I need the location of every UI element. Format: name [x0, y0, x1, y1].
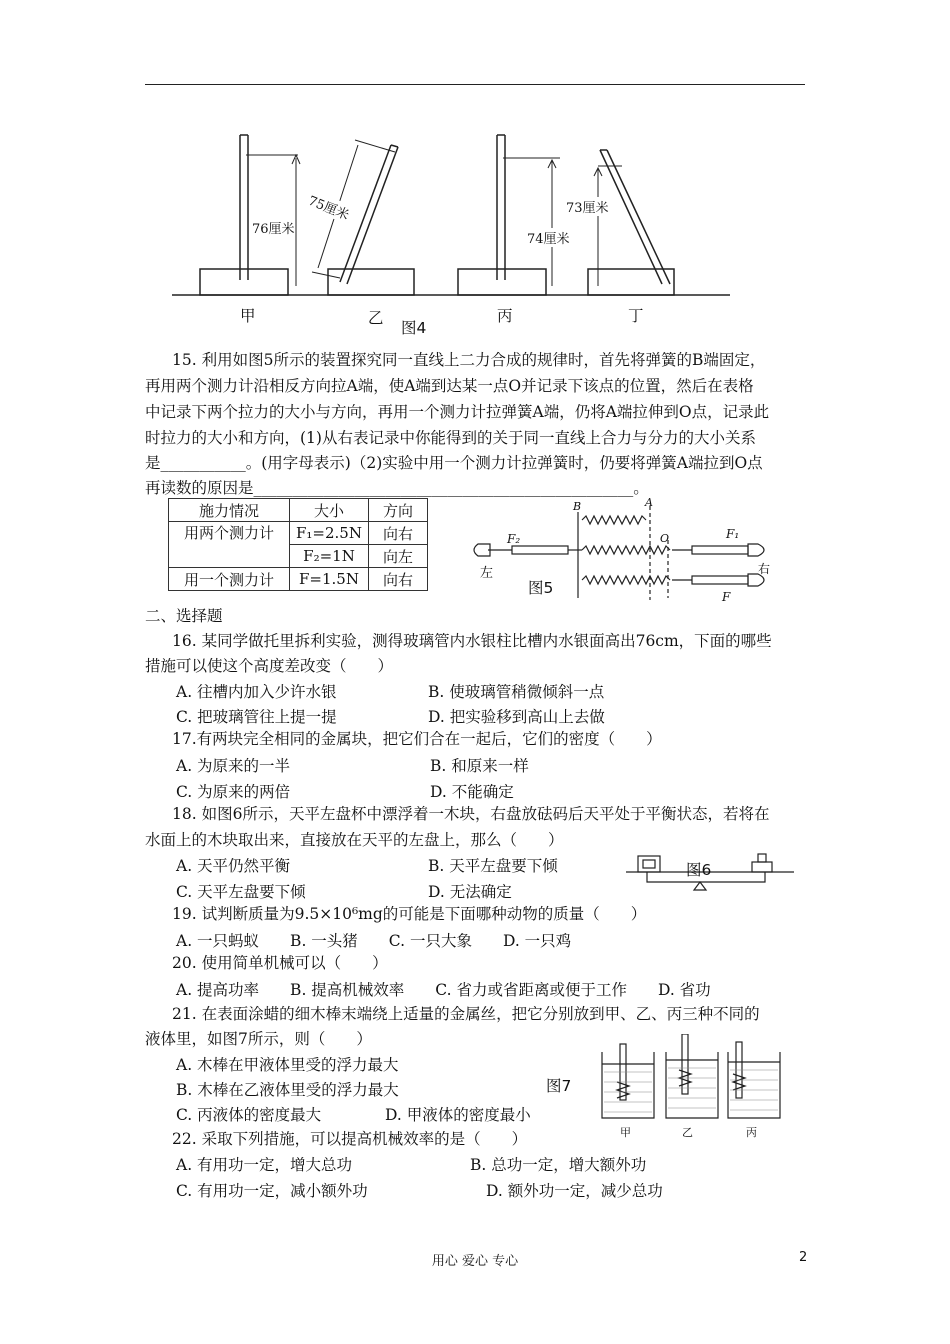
q19-options: A. 一只蚂蚁 B. 一头猪 C. 一只大象 D. 一只鸡 — [176, 932, 572, 950]
q18-option-d: D. 无法确定 — [428, 883, 512, 901]
table-header: 施力情况 — [169, 499, 290, 522]
table-cell: 用一个测力计 — [169, 568, 290, 591]
table-cell: 向右 — [368, 522, 427, 545]
fig5-caption: 图5 — [528, 579, 554, 597]
table-cell: 向右 — [368, 568, 427, 591]
q21-line1: 21. 在表面涂蜡的细木棒末端绕上适量的金属丝，把它分别放到甲、乙、丙三种不同的 — [172, 1005, 760, 1023]
q18-option-a: A. 天平仍然平衡 — [176, 857, 291, 875]
fig4-caption: 图4 — [401, 319, 427, 337]
force-table — [168, 498, 428, 591]
fig5-label-b: B — [573, 500, 582, 513]
q20-line1: 20. 使用简单机械可以（ ） — [172, 954, 388, 972]
q22-option-b: B. 总功一定，增大额外功 — [470, 1156, 647, 1174]
q18-line1: 18. 如图6所示，天平左盘杯中漂浮着一木块，右盘放砝码后天平处于平衡状态，若将在 — [172, 805, 770, 823]
fig5-label-left: 左 — [480, 566, 494, 581]
fig7-label-bing: 丙 — [746, 1126, 757, 1139]
fig5-label-f1: F₁ — [726, 527, 740, 541]
q17-option-c: C. 为原来的两倍 — [176, 783, 291, 801]
table-cell: F₁=2.5N — [290, 522, 369, 545]
q17-option-b: B. 和原来一样 — [430, 757, 529, 775]
q22-line1: 22. 采取下列措施，可以提高机械效率的是（ ） — [172, 1130, 528, 1148]
q16-option-b: B. 使玻璃管稍微倾斜一点 — [428, 683, 605, 701]
fig5-label-f2: F₂ — [507, 532, 521, 546]
fig7-label-jia: 甲 — [620, 1126, 631, 1139]
page-footer: 用心 爱心 专心 — [431, 1254, 519, 1269]
q16-line2: 措施可以使这个高度差改变（ ） — [145, 657, 394, 675]
q18-option-c: C. 天平左盘要下倾 — [176, 883, 306, 901]
q20-options: A. 提高功率 B. 提高机械效率 C. 省力或省距离或便于工作 D. 省功 — [176, 981, 711, 999]
q22-option-a: A. 有用功一定，增大总功 — [176, 1156, 353, 1174]
q17-option-d: D. 不能确定 — [430, 783, 514, 801]
q16-option-c: C. 把玻璃管往上提一提 — [176, 708, 337, 726]
q17-line1: 17.有两块完全相同的金属块，把它们合在一起后，它们的密度（ ） — [172, 730, 662, 748]
fig4-height-yi: 75厘米 — [306, 190, 353, 224]
header-rule — [145, 84, 805, 85]
fig4-label-yi: 乙 — [368, 309, 384, 327]
fig7-caption: 图7 — [546, 1077, 572, 1095]
q16-option-d: D. 把实验移到高山上去做 — [428, 708, 605, 726]
fig5-label-o: O — [660, 532, 670, 545]
q15-line5: 是___________。(用字母表示)（2)实验中用一个测力计拉弹簧时，仍要将弹簧A端拉到O点 — [145, 454, 763, 472]
q18-option-b: B. 天平左盘要下倾 — [428, 857, 558, 875]
q15-line4: 时拉力的大小和方向，(1)从右表记录中你能得到的关于同一直线上合力与分力的大小关系 — [145, 429, 756, 447]
fig4-label-jia: 甲 — [240, 307, 256, 325]
q21-option-d: D. 甲液体的密度最小 — [385, 1106, 531, 1124]
section-heading: 二、选择题 — [145, 607, 223, 625]
q17-option-a: A. 为原来的一半 — [176, 757, 291, 775]
q16-option-a: A. 往槽内加入少许水银 — [176, 683, 337, 701]
q22-option-d: D. 额外功一定，减少总功 — [486, 1182, 663, 1200]
q15-line2: 再用两个测力计沿相反方向拉A端，使A端到达某一点O并记录下该点的位置，然后在表格 — [145, 377, 754, 395]
q16-line1: 16. 某同学做托里拆利实验，测得玻璃管内水银柱比槽内水银面高出76cm，下面的哪些 — [172, 632, 772, 650]
q15-line1: 15. 利用如图5所示的装置探究同一直线上二力合成的规律时，首先将弹簧的B端固定， — [172, 351, 766, 369]
table-cell: 用两个测力计 — [169, 522, 290, 568]
fig5-label-f: F — [722, 590, 731, 604]
q18-line2: 水面上的木块取出来，直接放在天平的左盘上，那么（ ） — [145, 831, 564, 849]
table-cell: F=1.5N — [290, 568, 369, 591]
fig5-label-a: A — [645, 496, 653, 509]
fig4-height-bing: 74厘米 — [527, 228, 570, 247]
table-cell: F₂=1N — [290, 545, 369, 568]
figure-7 — [596, 1034, 786, 1124]
q15-line3: 中记录下两个拉力的大小与方向，再用一个测力计拉弹簧A端，仍将A端拉伸到O点，记录此 — [145, 403, 770, 421]
page-number: 2 — [799, 1250, 808, 1265]
fig5-label-right: 右 — [758, 562, 771, 576]
fig4-height-jia: 76厘米 — [252, 218, 295, 237]
fig4-height-ding: 73厘米 — [566, 197, 609, 216]
q21-line2: 液体里，如图7所示，则（ ） — [145, 1030, 372, 1048]
q21-option-c: C. 丙液体的密度最大 — [176, 1106, 322, 1124]
q15-line6: 再读数的原因是_________________________________________________。 — [145, 479, 649, 497]
fig7-label-yi: 乙 — [682, 1126, 693, 1139]
fig4-label-ding: 丁 — [628, 307, 644, 325]
figure-5 — [470, 494, 780, 602]
q21-option-a: A. 木棒在甲液体里受的浮力最大 — [176, 1056, 399, 1074]
fig4-label-bing: 丙 — [497, 307, 513, 325]
table-header: 方向 — [368, 499, 427, 522]
q22-option-c: C. 有用功一定，减小额外功 — [176, 1182, 368, 1200]
table-cell: 向左 — [368, 545, 427, 568]
table-header: 大小 — [290, 499, 369, 522]
q19-line1: 19. 试判断质量为9.5×10⁶mg的可能是下面哪种动物的质量（ ） — [172, 905, 647, 923]
q21-option-b: B. 木棒在乙液体里受的浮力最大 — [176, 1081, 399, 1099]
fig6-caption: 图6 — [686, 861, 712, 879]
